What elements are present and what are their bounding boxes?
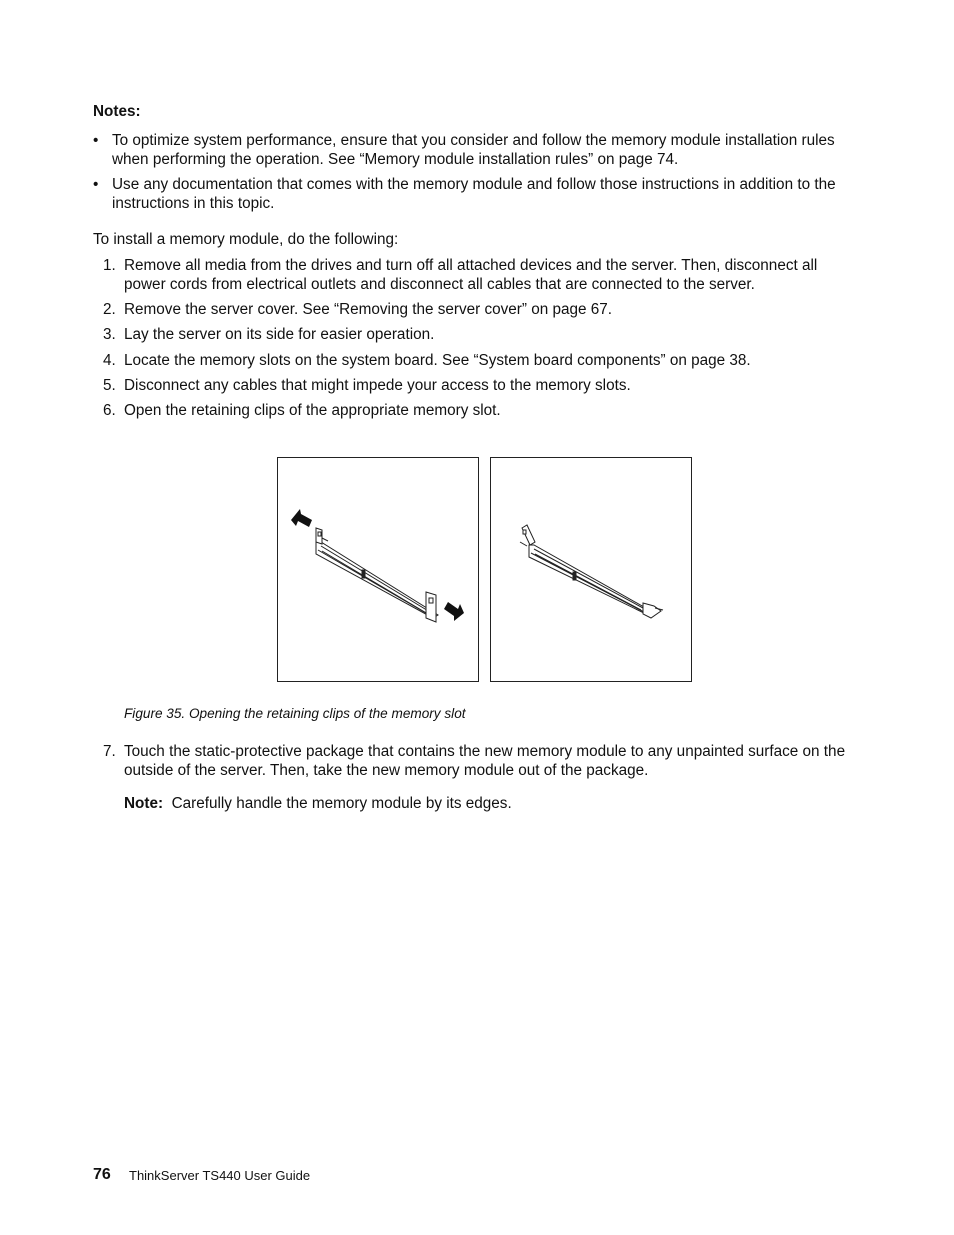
bullet-glyph: • (93, 132, 99, 149)
step-number: 2. (103, 301, 116, 318)
step-text: Touch the static-protective package that contains the new memory module to any unpainted surface on the outside of the server. Then, take the new memory module out of the package. (124, 743, 846, 779)
step-item (103, 256, 863, 294)
note-bullet-text: To optimize system performance, ensure that you consider and follow the memory module installation rules when performing the operation. See “Memory module installation rules” on page 74. (112, 132, 835, 168)
arrow-down-right-icon (444, 602, 464, 621)
step-number: 6. (103, 402, 116, 419)
note-label: Note: (124, 795, 164, 812)
step-text: Disconnect any cables that might impede your access to the memory slots. (124, 377, 631, 394)
memory-slot-illustration (278, 458, 478, 681)
figure-panel-opening (277, 457, 479, 682)
note-text: Carefully handle the memory module by its edges. (171, 795, 512, 812)
step-text: Open the retaining clips of the appropriate memory slot. (124, 402, 501, 419)
memory-slot-illustration (491, 458, 691, 681)
step-number: 4. (103, 352, 116, 369)
step-item (103, 376, 863, 395)
intro-text: To install a memory module, do the following: (93, 231, 399, 248)
step-text: Remove all media from the drives and turn off all attached devices and the server. Then, disconnect all power cords from electrical outlets and disconnect all cables that are connected to the server. (124, 257, 818, 293)
step-number: 5. (103, 377, 116, 394)
footer-page-number: 76 (93, 1166, 111, 1183)
arrow-up-left-icon (291, 509, 312, 527)
step-item (103, 300, 863, 319)
step-text: Lay the server on its side for easier operation. (124, 326, 435, 343)
step-number: 7. (103, 743, 116, 760)
footer-title: ThinkServer TS440 User Guide (129, 1168, 311, 1183)
figure-caption: Figure 35. Opening the retaining clips of the memory slot (124, 706, 466, 721)
step-text: Remove the server cover. See “Removing the server cover” on page 67. (124, 301, 613, 318)
step-item (103, 401, 863, 420)
bullet-glyph: • (93, 176, 99, 193)
note-bullet-item (93, 175, 853, 213)
step-item (103, 742, 863, 780)
note-bullet-item (93, 131, 853, 169)
step-number: 1. (103, 257, 116, 274)
figure-panel-opened (490, 457, 692, 682)
notes-heading: Notes: (93, 103, 141, 120)
note-bullet-text: Use any documentation that comes with the memory module and follow those instructions in addition to the instructions in this topic. (112, 176, 836, 212)
step-item (103, 325, 863, 344)
note-line (124, 795, 512, 813)
step-number: 3. (103, 326, 116, 343)
step-item (103, 351, 863, 370)
step-text: Locate the memory slots on the system board. See “System board components” on page 38. (124, 352, 751, 369)
